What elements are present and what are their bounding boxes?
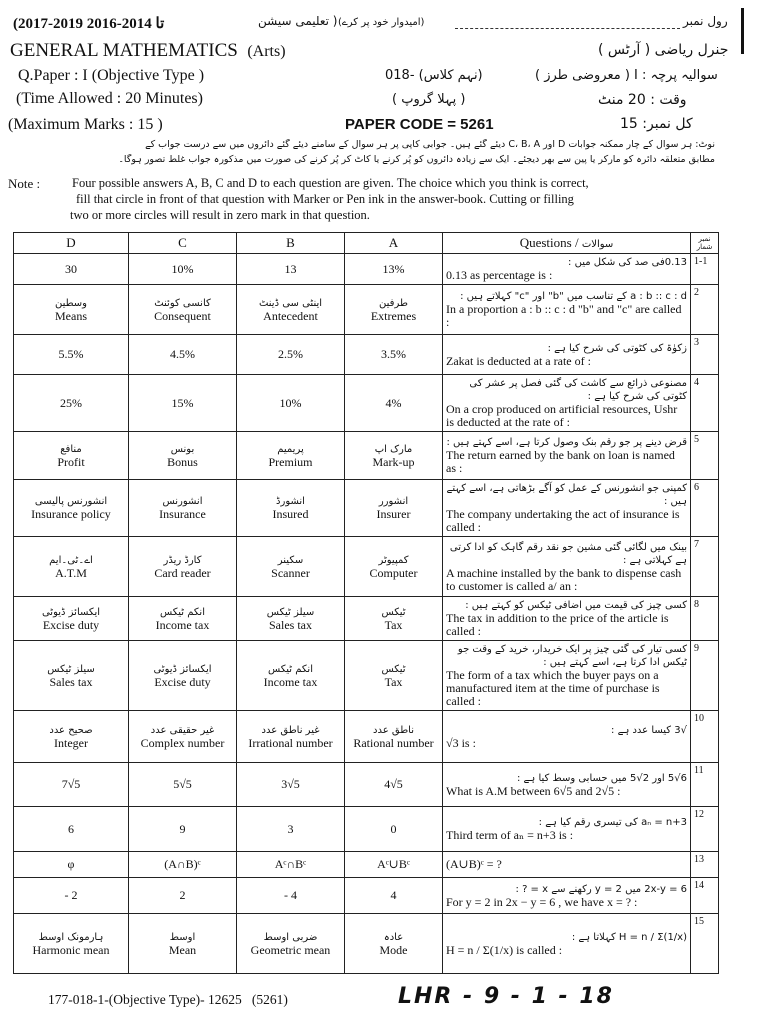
option-a-ur: ٹیکس — [381, 663, 406, 675]
question-text — [443, 852, 691, 878]
option-c-text: 5√5 — [173, 777, 192, 791]
option-a — [345, 375, 443, 432]
option-b — [237, 807, 345, 852]
option-a — [345, 537, 443, 597]
option-b-ur: ضربی اوسط — [263, 931, 318, 943]
option-c-text: 10% — [171, 261, 194, 276]
option-c-ur: کانسی کوئنٹ — [154, 297, 211, 309]
footer-code: 177-018-1-(Objective Type)- 12625 (5261) — [48, 992, 288, 1007]
option-d-ur: ایکسائز ڈیوٹی — [41, 606, 101, 618]
question-number: 13 — [691, 852, 719, 878]
option-d — [14, 480, 129, 537]
roll-number-line — [455, 28, 680, 29]
question-row — [14, 597, 719, 641]
question-text-en: The company undertaking the act of insurance is called : — [446, 507, 680, 534]
option-a — [345, 711, 443, 763]
col-header-c: C — [129, 233, 237, 254]
option-b — [237, 537, 345, 597]
question-row — [14, 285, 719, 335]
option-c — [129, 480, 237, 537]
question-number: 3 — [691, 335, 719, 375]
option-a-ur: طرفین — [379, 297, 408, 309]
option-a — [345, 480, 443, 537]
option-b-ur: اینٹی سی ڈینٹ — [258, 297, 323, 309]
option-c-text: Bonus — [167, 454, 198, 469]
option-c-ur: ایکسائز ڈیوٹی — [153, 663, 212, 675]
question-row — [14, 537, 719, 597]
option-b-text: Income tax — [263, 674, 318, 689]
option-b-text: 3√5 — [281, 777, 300, 791]
option-b-ur: غیر ناطق عدد — [261, 724, 320, 736]
question-text — [443, 285, 691, 335]
option-a-text: 0 — [390, 821, 397, 836]
option-c-text: Mean — [168, 942, 197, 957]
option-d — [14, 537, 129, 597]
class-label: (نہم کلاس) -018 — [385, 68, 483, 83]
option-a-text: Tax — [384, 617, 403, 632]
col-header-d: D — [14, 233, 129, 254]
option-c — [129, 763, 237, 807]
option-a — [345, 432, 443, 480]
maximum-marks: (Maximum Marks : 15 ) — [8, 116, 163, 133]
session-years: (2017-2019 تا 2014-2016 — [13, 16, 165, 32]
question-text-ur: کسی چیز کی قیمت میں اضافی ٹیکس کو کہتے ہیں : — [465, 600, 687, 611]
col-header-a: A — [345, 233, 443, 254]
paper-type: Q.Paper : I (Objective Type ) — [18, 67, 205, 84]
question-number: 9 — [691, 641, 719, 711]
option-a-text: 4√5 — [384, 777, 403, 791]
question-row — [14, 254, 719, 285]
option-d — [14, 852, 129, 878]
option-c-text: Insurance — [159, 507, 206, 521]
question-text — [443, 375, 691, 432]
option-d-text: 25% — [60, 395, 82, 410]
option-d — [14, 335, 129, 375]
question-text — [443, 914, 691, 974]
option-b-ur: سیلز ٹیکس — [266, 606, 315, 618]
option-d — [14, 878, 129, 914]
question-text-ur: √3 کیسا عدد ہے : — [611, 724, 687, 736]
option-b — [237, 285, 345, 335]
question-text-en: For y = 2 in 2x − y = 6 , we have x = ? : — [446, 894, 638, 909]
option-c-ur: انشورنس — [162, 496, 203, 507]
option-d — [14, 375, 129, 432]
question-text — [443, 763, 691, 807]
question-text — [443, 711, 691, 763]
question-text-ur: 6√5 اور 2√5 میں حسابی وسط کیا ہے : — [517, 772, 687, 784]
question-row — [14, 878, 719, 914]
subject-title: GENERAL MATHEMATICS (Arts) — [10, 40, 286, 61]
option-b-text: Scanner — [271, 565, 310, 580]
question-text-en: On a crop produced on artificial resources, Ushr is deducted at the rate of : — [446, 402, 678, 429]
option-d-ur: ہارمونک اوسط — [38, 931, 104, 943]
option-a-ur: انشورر — [378, 496, 409, 507]
question-number: 6 — [691, 480, 719, 537]
question-text-en: What is A.M between 6√5 and 2√5 : — [446, 783, 621, 798]
question-text — [443, 537, 691, 597]
question-text — [443, 480, 691, 537]
note-ur-line-2: مطابق متعلقہ دائرہ کو مارکر یا پین سے بھر دیجئے۔ ایک سے زیادہ دائروں کو پُر کرنے یا کاٹ کر پُر کرنے کی صورت میں مذکورہ جواب غلط تصور ہوگا۔ — [118, 154, 715, 165]
option-b-text: 3 — [287, 821, 294, 836]
option-d-text: 7√5 — [61, 777, 81, 791]
question-text — [443, 597, 691, 641]
option-c — [129, 285, 237, 335]
question-text-ur: H = n / Σ(1/x) کہلاتا ہے : — [571, 931, 687, 943]
option-c-text: Complex number — [140, 735, 225, 750]
question-row — [14, 852, 719, 878]
option-d-text: Insurance policy — [31, 507, 111, 521]
question-text — [443, 641, 691, 711]
option-b — [237, 763, 345, 807]
option-b-text: 13 — [284, 261, 297, 276]
option-a-text: Aᶜ∪Bᶜ — [377, 857, 410, 871]
note-en-line-1: Four possible answers A, B, C and D to each question are given. The choice which you think is correct, — [72, 176, 589, 190]
paper-type-ur: سوالیہ پرچہ : I ( معروضی طرز ) — [535, 68, 718, 83]
option-a — [345, 852, 443, 878]
option-d — [14, 914, 129, 974]
option-a-text: Mark-up — [372, 454, 415, 469]
question-row — [14, 711, 719, 763]
margin-mark — [741, 8, 744, 54]
question-row — [14, 763, 719, 807]
option-c — [129, 537, 237, 597]
option-b-text: Aᶜ∩Bᶜ — [274, 857, 307, 871]
candidate-note-ur: (امیدوار خود پر کرے) — [338, 17, 425, 28]
option-a-text: 4% — [385, 395, 402, 410]
time-allowed-ur: وقت : 20 منٹ — [598, 92, 687, 108]
option-a — [345, 335, 443, 375]
option-b-text: Insured — [272, 507, 309, 521]
option-d-text: Profit — [57, 454, 85, 469]
option-c — [129, 914, 237, 974]
option-a-text: 3.5% — [381, 347, 406, 361]
col-header-questions: Questions / سوالات — [443, 233, 691, 254]
option-d-ur: انشورنس پالیسی — [34, 496, 108, 507]
question-text-en: Zakat is deducted at a rate of : — [446, 353, 591, 368]
note-en-label: Note : — [8, 176, 41, 191]
option-d — [14, 641, 129, 711]
option-c-text: 2 — [179, 888, 186, 902]
col-header-b: B — [237, 233, 345, 254]
question-text-ur: زکوٰۃ کی کٹوتی کی شرح کیا ہے : — [547, 342, 687, 354]
question-number: 5 — [691, 432, 719, 480]
question-text-ur: قرض دینے پر جو رقم بنک وصول کرتا ہے، اسے کہتے ہیں : — [446, 437, 687, 448]
question-text-ur: بینک میں لگائی گئی مشین جو نقد رقم گاہک کو ادا کرتی ہے کہلاتی ہے : — [449, 541, 687, 566]
option-d-text: Harmonic mean — [32, 942, 110, 957]
option-b-ur: پریمیم — [277, 443, 304, 455]
time-allowed: (Time Allowed : 20 Minutes) — [16, 90, 203, 107]
option-b-text: Geometric mean — [250, 942, 331, 957]
option-b — [237, 480, 345, 537]
option-d — [14, 807, 129, 852]
question-row — [14, 480, 719, 537]
question-text — [443, 878, 691, 914]
group-label: ( پہلا گروپ ) — [392, 92, 466, 107]
option-d-ur: وسطین — [54, 297, 88, 309]
option-a-ur: ٹیکس — [381, 606, 406, 618]
note-ur-line-1: نوٹ: ہر سوال کے چار ممکنہ جوابات D اور C، B، A دیئے گئے ہیں۔ جوابی کاپی پر ہر سوال کے سامنے دیئے گئے دائروں میں سے درست جواب کے — [145, 139, 715, 150]
option-c — [129, 597, 237, 641]
option-b-text: Antecedent — [263, 308, 318, 323]
option-c — [129, 852, 237, 878]
option-b-ur: انکم ٹیکس — [268, 663, 313, 675]
option-a-text: Insurer — [376, 507, 411, 521]
question-text-en: Third term of aₙ = n+3 is : — [446, 828, 574, 842]
question-text-en: (A∪B)ᶜ = ? — [446, 857, 502, 871]
question-number: 11 — [691, 763, 719, 807]
option-d-ur: سیلز ٹیکس — [47, 663, 95, 675]
option-d-text: Integer — [54, 735, 88, 750]
option-d-ur: صحیح عدد — [49, 724, 93, 736]
option-d-text: 5.5% — [58, 347, 84, 361]
option-a-text: Tax — [384, 674, 403, 689]
option-a-text: 13% — [382, 261, 405, 276]
option-a — [345, 878, 443, 914]
option-c-ur: غیر حقیقی عدد — [150, 724, 215, 736]
option-c-text: Card reader — [154, 565, 211, 580]
question-number: 7 — [691, 537, 719, 597]
option-b — [237, 641, 345, 711]
option-d-ur: منافع — [60, 443, 82, 455]
option-c-text: 15% — [171, 395, 194, 410]
option-b — [237, 335, 345, 375]
question-text-en: The tax in addition to the price of the article is called : — [446, 611, 669, 638]
question-text-en: The return earned by the bank on loan is named as : — [446, 448, 675, 475]
session-label-ur: ( تعلیمی سیشن — [258, 14, 338, 28]
option-b-ur: سکینر — [277, 554, 304, 566]
question-text — [443, 807, 691, 852]
question-text-en: The form of a tax which the buyer pays on a manufactured item at the time of purchase is called : — [446, 668, 660, 708]
option-a — [345, 597, 443, 641]
question-text-en: In a proportion a : b :: c : d "b" and "c" are called : — [446, 302, 682, 329]
question-text-ur: مصنوعی ذرائع سے کاشت کی گئی فصل پر عشر کی کٹوتی کی شرح کیا ہے : — [469, 378, 687, 402]
option-a — [345, 641, 443, 711]
roll-number-label: رول نمبر — [683, 14, 728, 28]
question-number: 12 — [691, 807, 719, 852]
option-a — [345, 807, 443, 852]
option-b — [237, 914, 345, 974]
option-c — [129, 335, 237, 375]
question-text-en: H = n / Σ(1/x) is called : — [446, 942, 563, 957]
question-text-ur: aₙ = n+3 کی تیسری رقم کیا ہے : — [538, 817, 687, 828]
option-d-text: Means — [55, 308, 87, 323]
option-c — [129, 375, 237, 432]
subject-title-ur: جنرل ریاضی ( آرٹس ) — [598, 42, 729, 58]
option-c-ur: اوسط — [169, 931, 196, 943]
option-a-text: Computer — [369, 565, 418, 580]
question-text — [443, 432, 691, 480]
option-c — [129, 807, 237, 852]
question-text-en: 0.13 as percentage is : — [446, 268, 553, 282]
option-c — [129, 711, 237, 763]
question-row — [14, 914, 719, 974]
question-text-en: √3 is : — [446, 735, 476, 750]
question-row — [14, 335, 719, 375]
option-c-text: Consequent — [154, 308, 211, 323]
question-number: 14 — [691, 878, 719, 914]
option-b — [237, 711, 345, 763]
option-a-text: 4 — [390, 888, 397, 902]
option-b — [237, 597, 345, 641]
option-d-text: 6 — [68, 821, 74, 836]
option-b-text: 2.5% — [278, 347, 303, 361]
col-header-qno: نمبر شمار — [691, 233, 719, 254]
question-row — [14, 807, 719, 852]
question-row — [14, 641, 719, 711]
option-c — [129, 254, 237, 285]
option-b — [237, 852, 345, 878]
option-a-ur: کمپیوٹر — [378, 554, 409, 566]
option-b — [237, 432, 345, 480]
table-header-row — [14, 233, 719, 254]
question-text-ur: کمپنی جو انشورنس کے عمل کو آگے بڑھاتی ہے، اسے کہتے ہیں : — [446, 483, 687, 507]
question-number: 8 — [691, 597, 719, 641]
option-b-text: Irrational number — [248, 735, 333, 750]
option-b — [237, 254, 345, 285]
option-c — [129, 878, 237, 914]
option-a — [345, 914, 443, 974]
question-text-ur: 2x-y = 6 میں y = 2 رکھنے سے x = ? : — [515, 883, 687, 895]
option-a-text: Rational number — [353, 735, 434, 750]
maximum-marks-ur: کل نمبر: 15 — [620, 116, 693, 132]
option-c-ur: بونس — [170, 443, 195, 455]
questions-table — [13, 232, 719, 974]
question-row — [14, 432, 719, 480]
question-number: 4 — [691, 375, 719, 432]
option-d — [14, 711, 129, 763]
option-a-text: Mode — [379, 942, 408, 957]
option-d — [14, 254, 129, 285]
option-b — [237, 878, 345, 914]
option-b-text: 10% — [279, 395, 302, 410]
option-c-ur: انکم ٹیکس — [160, 606, 205, 618]
option-a-ur: ناطق عدد — [373, 724, 414, 736]
question-number: 10 — [691, 711, 719, 763]
question-number: 2 — [691, 285, 719, 335]
option-c-text: Excise duty — [154, 674, 211, 689]
option-d-ur: اے۔ٹی۔ایم — [49, 554, 93, 566]
option-c-text: Income tax — [155, 617, 210, 632]
note-en-line-3: two or more circles will result in zero mark in that question. — [70, 208, 370, 222]
questions-body — [14, 254, 719, 974]
option-d-text: Excise duty — [42, 617, 100, 632]
question-row — [14, 375, 719, 432]
option-c-text: 4.5% — [170, 347, 195, 361]
option-d-text: 30 — [65, 261, 77, 276]
question-number: 1-1 — [691, 254, 719, 285]
option-a-ur: عادہ — [383, 931, 404, 943]
question-text-ur: کسی تیار کی گئی چیز پر ایک خریدار، خرید کے وقت جو ٹیکس ادا کرتا ہے، اسے کہتے ہیں : — [457, 644, 687, 668]
question-text-ur: a : b :: c : d کے تناسب میں "b" اور "c" کہلاتے ہیں : — [460, 291, 687, 302]
question-text — [443, 254, 691, 285]
option-a — [345, 254, 443, 285]
option-c — [129, 432, 237, 480]
question-text — [443, 335, 691, 375]
option-c-text: 9 — [179, 821, 186, 836]
option-b-text: Premium — [268, 454, 313, 469]
question-number: 15 — [691, 914, 719, 974]
option-d-text: φ — [67, 857, 75, 871]
option-d-text: Sales tax — [49, 674, 93, 689]
option-a — [345, 285, 443, 335]
option-d-text: A.T.M — [55, 565, 87, 580]
option-d-text: - 2 — [64, 888, 78, 902]
option-b-text: Sales tax — [269, 617, 312, 632]
option-b-text: - 4 — [284, 888, 297, 902]
question-text-en: A machine installed by the bank to dispense cash to customer is called a/ an : — [446, 565, 682, 593]
paper-code: PAPER CODE = 5261 — [345, 116, 494, 133]
option-d — [14, 763, 129, 807]
note-en-line-2: fill that circle in front of that question with Marker or Pen ink in the answer-book. Cutting or filling — [76, 192, 574, 206]
option-d — [14, 432, 129, 480]
handwritten-note: LHR - 9 - 1 - 18 — [398, 984, 614, 1009]
option-c-ur: کارڈ ریڈر — [163, 554, 202, 566]
option-c-text: (A∩B)ᶜ — [164, 857, 201, 871]
option-b-ur: انشورڈ — [276, 496, 305, 507]
option-a-text: Extremes — [370, 308, 417, 323]
option-d — [14, 285, 129, 335]
option-d — [14, 597, 129, 641]
option-b — [237, 375, 345, 432]
option-a — [345, 763, 443, 807]
option-a-ur: مارک اپ — [374, 443, 413, 455]
question-text-ur: 0.13فی صد کی شکل میں : — [568, 257, 687, 268]
option-c — [129, 641, 237, 711]
